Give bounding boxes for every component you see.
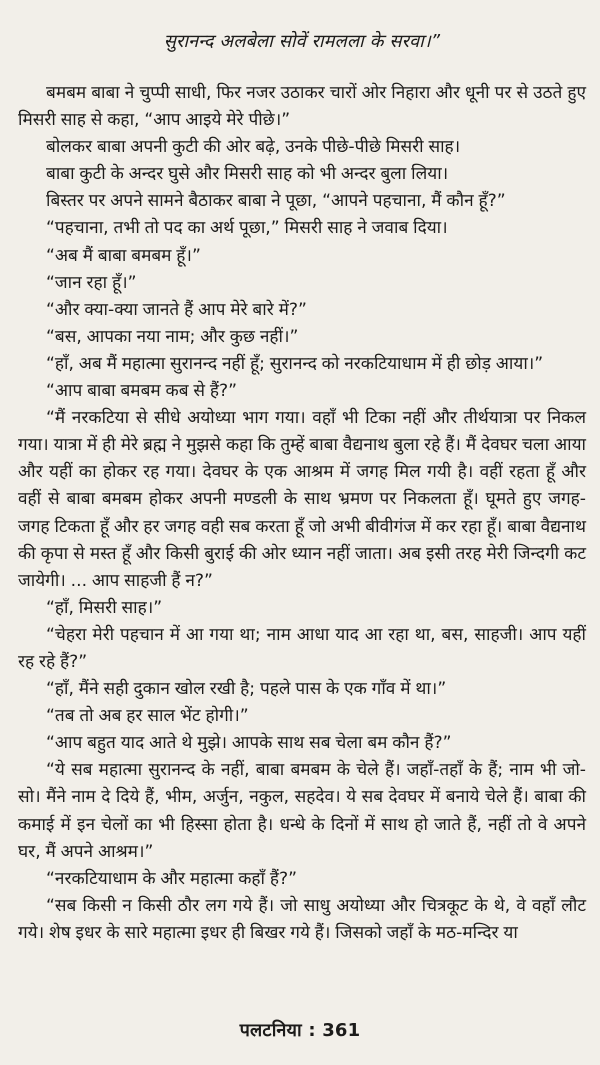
- epigraph-line: सुरानन्द अलबेला सोवें रामलला के सरवा।”: [163, 31, 441, 52]
- paragraph: “अब मैं बाबा बमबम हूँ।”: [46, 245, 201, 266]
- body-text: [18, 80, 586, 947]
- paragraph: “चेहरा मेरी पहचान में आ गया था; नाम आधा याद आ रहा था, बस, साहजी। आप यहीं रह रहे हैं?”: [18, 624, 586, 672]
- paragraph: “हाँ, अब मैं महात्मा सुरानन्द नहीं हूँ; सुरानन्द को नरकटियाधाम में ही छोड़ आया।”: [46, 353, 544, 374]
- paragraph: “ये सब महात्मा सुरानन्द के नहीं, बाबा बमबम के चेले हैं। जहाँ-तहाँ के हैं; नाम भी जो-सो। मैंने नाम दे दिये हैं, भीम, अर्जुन, नकुल, सहदेव। ये सब देवघर में बनाये चेले हैं। बाबा की कमाई में इन चेलों का भी हिस्सा होता है। धन्धे के दिनों में साथ हो जाते हैं, नहीं तो वे अपने घर, मैं अपने आश्रम।”: [18, 760, 586, 862]
- paragraph: “हाँ, मैंने सही दुकान खोल रखी है; पहले पास के एक गाँव में था।”: [46, 679, 447, 700]
- paragraph: “सब किसी न किसी ठौर लग गये हैं। जो साधु अयोध्या और चित्रकूट के थे, वे वहाँ लौट गये। शेष इधर के सारे महात्मा इधर ही बिखर गये हैं। जिसको जहाँ के मठ-मन्दिर या: [18, 895, 586, 943]
- paragraph: “पहचाना, तभी तो पद का अर्थ पूछा,” मिसरी साह ने जवाब दिया।: [46, 218, 448, 239]
- paragraph: बमबम बाबा ने चुप्पी साधी, फिर नजर उठाकर चारों ओर निहारा और धूनी पर से उठते हुए मिसरी साह से कहा, “आप आइये मेरे पीछे।”: [18, 83, 586, 131]
- paragraph: “तब तो अब हर साल भेंट होगी।”: [46, 706, 249, 727]
- paragraph: “मैं नरकटिया से सीधे अयोध्या भाग गया। वहाँ भी टिका नहीं और तीर्थयात्रा पर निकल गया। यात्रा में ही मेरे ब्रह्म ने मुझसे कहा कि तुम्हें बाबा वैद्यनाथ बुला रहे हैं। मैं देवघर चला आया और यहीं का होकर रह गया। देवघर के एक आश्रम में जगह मिल गयी है। वहीं रहता हूँ और वहीं से बाबा बमबम होकर अपनी मण्डली के साथ भ्रमण पर निकलता हूँ। घूमते हुए जगह-जगह टिकता हूँ और हर जगह वही सब करता हूँ जो अभी बीवीगंज में कर रहा हूँ। बाबा वैद्यनाथ की कृपा से मस्त हूँ और किसी बुराई की ओर ध्यान नहीं जाता। अब इसी तरह मेरी जिन्दगी कट जायेगी। ... आप साहजी हैं न?”: [18, 408, 586, 591]
- paragraph: बोलकर बाबा अपनी कुटी की ओर बढ़े, उनके पीछे-पीछे मिसरी साह।: [46, 137, 461, 158]
- paragraph: बाबा कुटी के अन्दर घुसे और मिसरी साह को भी अन्दर बुला लिया।: [46, 164, 449, 185]
- page-footer: पलटनिया : 361: [239, 1020, 361, 1041]
- paragraph: “आप बहुत याद आते थे मुझे। आपके साथ सब चेला बम कौन हैं?”: [46, 733, 452, 754]
- paragraph: “नरकटियाधाम के और महात्मा कहाँ हैं?”: [46, 868, 297, 889]
- paragraph: “जान रहा हूँ।”: [46, 272, 137, 293]
- paragraph: “हाँ, मिसरी साह।”: [46, 597, 163, 618]
- paragraph: बिस्तर पर अपने सामने बैठाकर बाबा ने पूछा, “आपने पहचाना, मैं कौन हूँ?”: [46, 191, 506, 212]
- paragraph: “और क्या-क्या जानते हैं आप मेरे बारे में?”: [46, 299, 307, 320]
- paragraph: “आप बाबा बमबम कब से हैं?”: [46, 381, 238, 402]
- paragraph: “बस, आपका नया नाम; और कुछ नहीं।”: [46, 326, 299, 347]
